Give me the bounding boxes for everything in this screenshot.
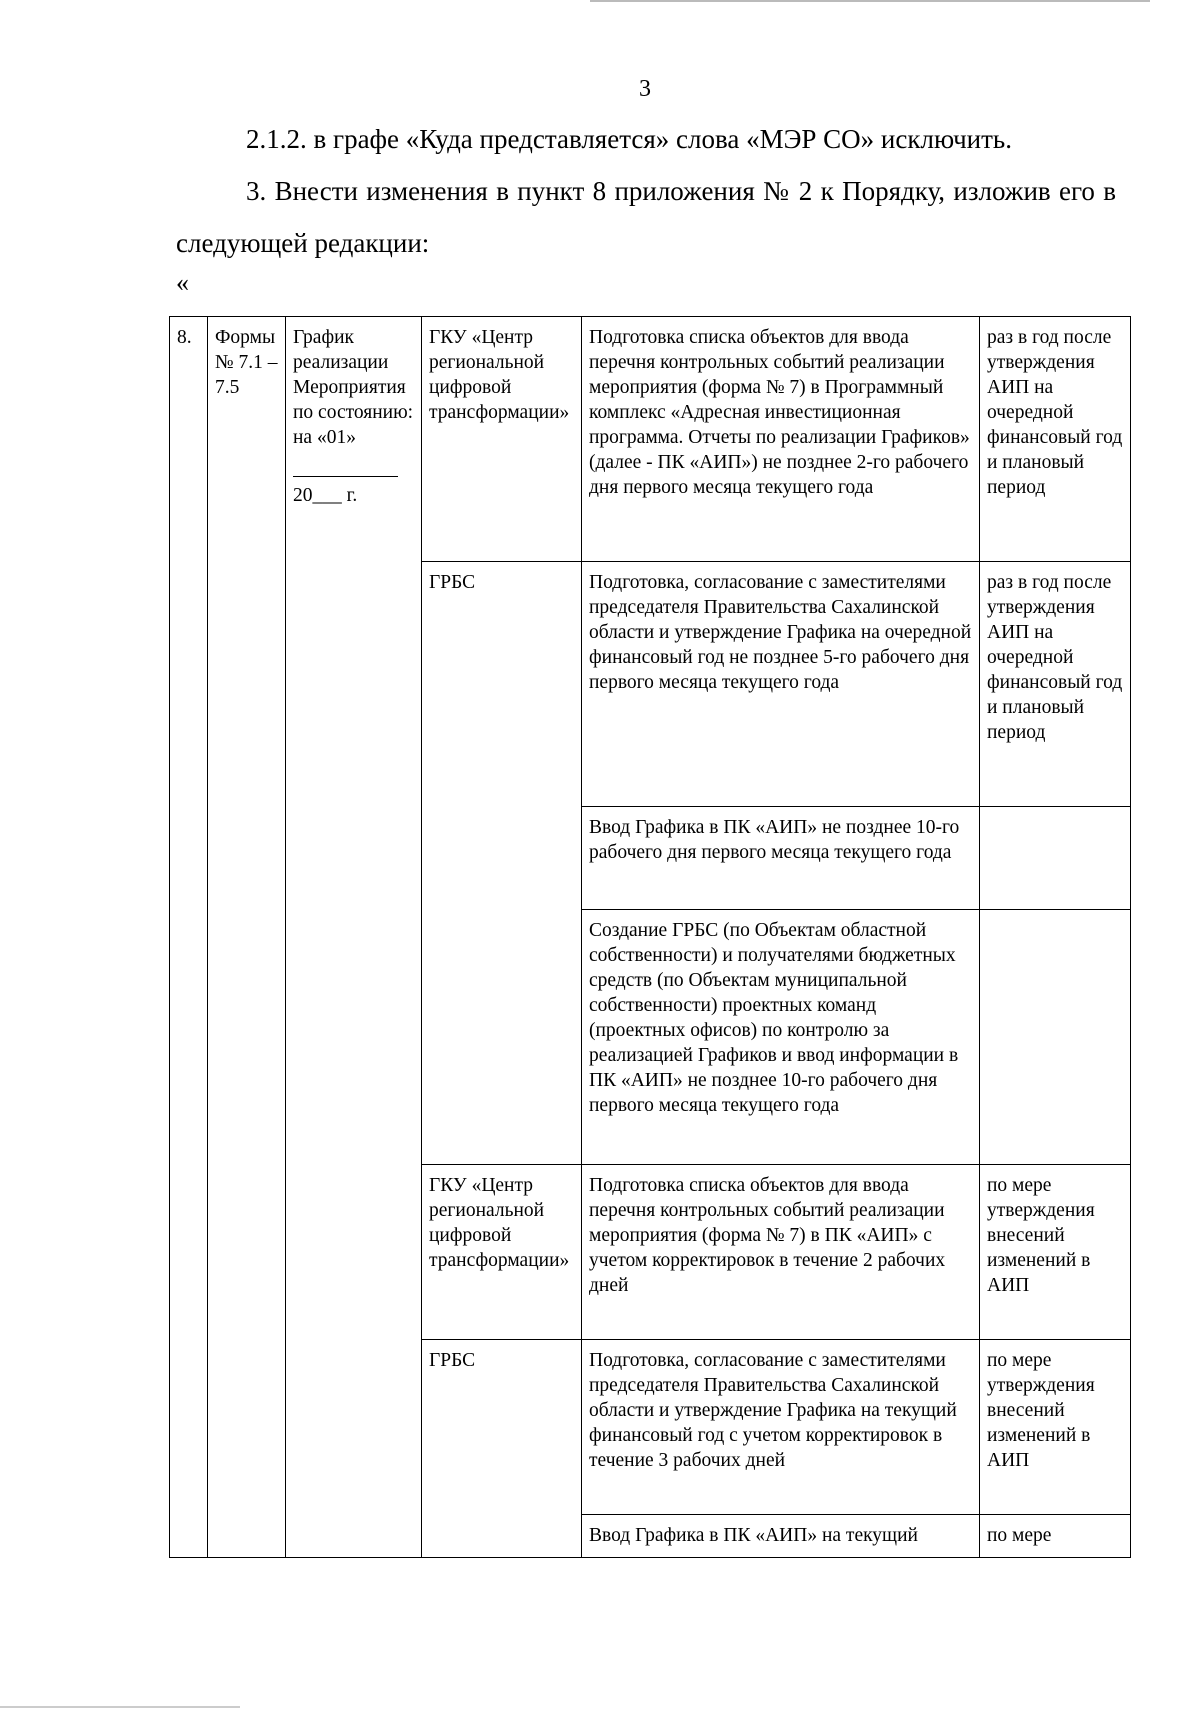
action-cell: Подготовка, согласование с заместителями председателя Правительства Сахалинской области и утверждение Графика на текущий финансовый год с учетом корректировок в течение 3 рабочих дней [582,1340,980,1515]
period-cell: раз в год после утверждения АИП на очередной финансовый год и плановый период [980,317,1131,562]
schedule-text: График реализации Мероприятия по состоянию: на «01» [293,327,414,448]
page-number: 3 [639,76,651,102]
schedule-cell [286,317,422,1558]
opening-quote-mark: « [176,268,189,297]
action-cell: Подготовка списка объектов для ввода перечня контрольных событий реализации мероприятия (форма № 7) в Программный комплекс «Адресная инвестиционная программа. Отчеты по реализации Графиков» (далее - ПК «АИП») не позднее 2-го рабочего дня первого месяца текущего года [582,317,980,562]
executor-cell: ГРБС [422,562,582,1165]
scan-edge-line [0,1706,240,1708]
action-cell: Ввод Графика в ПК «АИП» не позднее 10-го рабочего дня первого месяца текущего года [582,807,980,910]
action-cell: Подготовка, согласование с заместителями председателя Правительства Сахалинской области и утверждение Графика на очередной финансовый год не позднее 5-го рабочего дня первого месяца текущего года [582,562,980,807]
scan-edge-line [590,0,1150,2]
table-row [170,317,1131,562]
executor-cell: ГКУ «Центр региональной цифровой трансформации» [422,317,582,562]
paragraph-3: 3. Внести изменения в пункт 8 приложения № 2 к Порядку, изложив его в следующей редакции: [176,176,1116,258]
forms-cell: Формы № 7.1 – 7.5 [208,317,286,1558]
paragraph-2-1-2: 2.1.2. в графе «Куда представляется» слова «МЭР СО» исключить. [246,124,1012,154]
period-cell [980,807,1131,910]
item-number-cell: 8. [170,317,208,1558]
action-cell: Ввод Графика в ПК «АИП» на текущий [582,1515,980,1558]
executor-cell: ГКУ «Центр региональной цифровой трансформации» [422,1165,582,1340]
period-cell: раз в год после утверждения АИП на очередной финансовый год и плановый период [980,562,1131,807]
period-cell: по мере утверждения внесений изменений в АИП [980,1165,1131,1340]
period-cell: по мере утверждения внесений изменений в АИП [980,1340,1131,1515]
action-cell: Подготовка списка объектов для ввода перечня контрольных событий реализации мероприятия (форма № 7) в ПК «АИП» с учетом корректировок в течение 2 рабочих дней [582,1165,980,1340]
date-blank-line [293,456,398,477]
schedule-year: 20___ г. [293,485,358,506]
period-cell: по мере [980,1515,1131,1558]
amendment-table [169,316,1131,1558]
action-cell: Создание ГРБС (по Объектам областной собственности) и получателями бюджетных средств (по Объектам муниципальной собственности) проектных команд (проектных офисов) по контролю за реализацией Графиков и ввод информации в ПК «АИП» не позднее 10-го рабочего дня первого месяца текущего года [582,910,980,1165]
period-cell [980,910,1131,1165]
executor-cell: ГРБС [422,1340,582,1558]
